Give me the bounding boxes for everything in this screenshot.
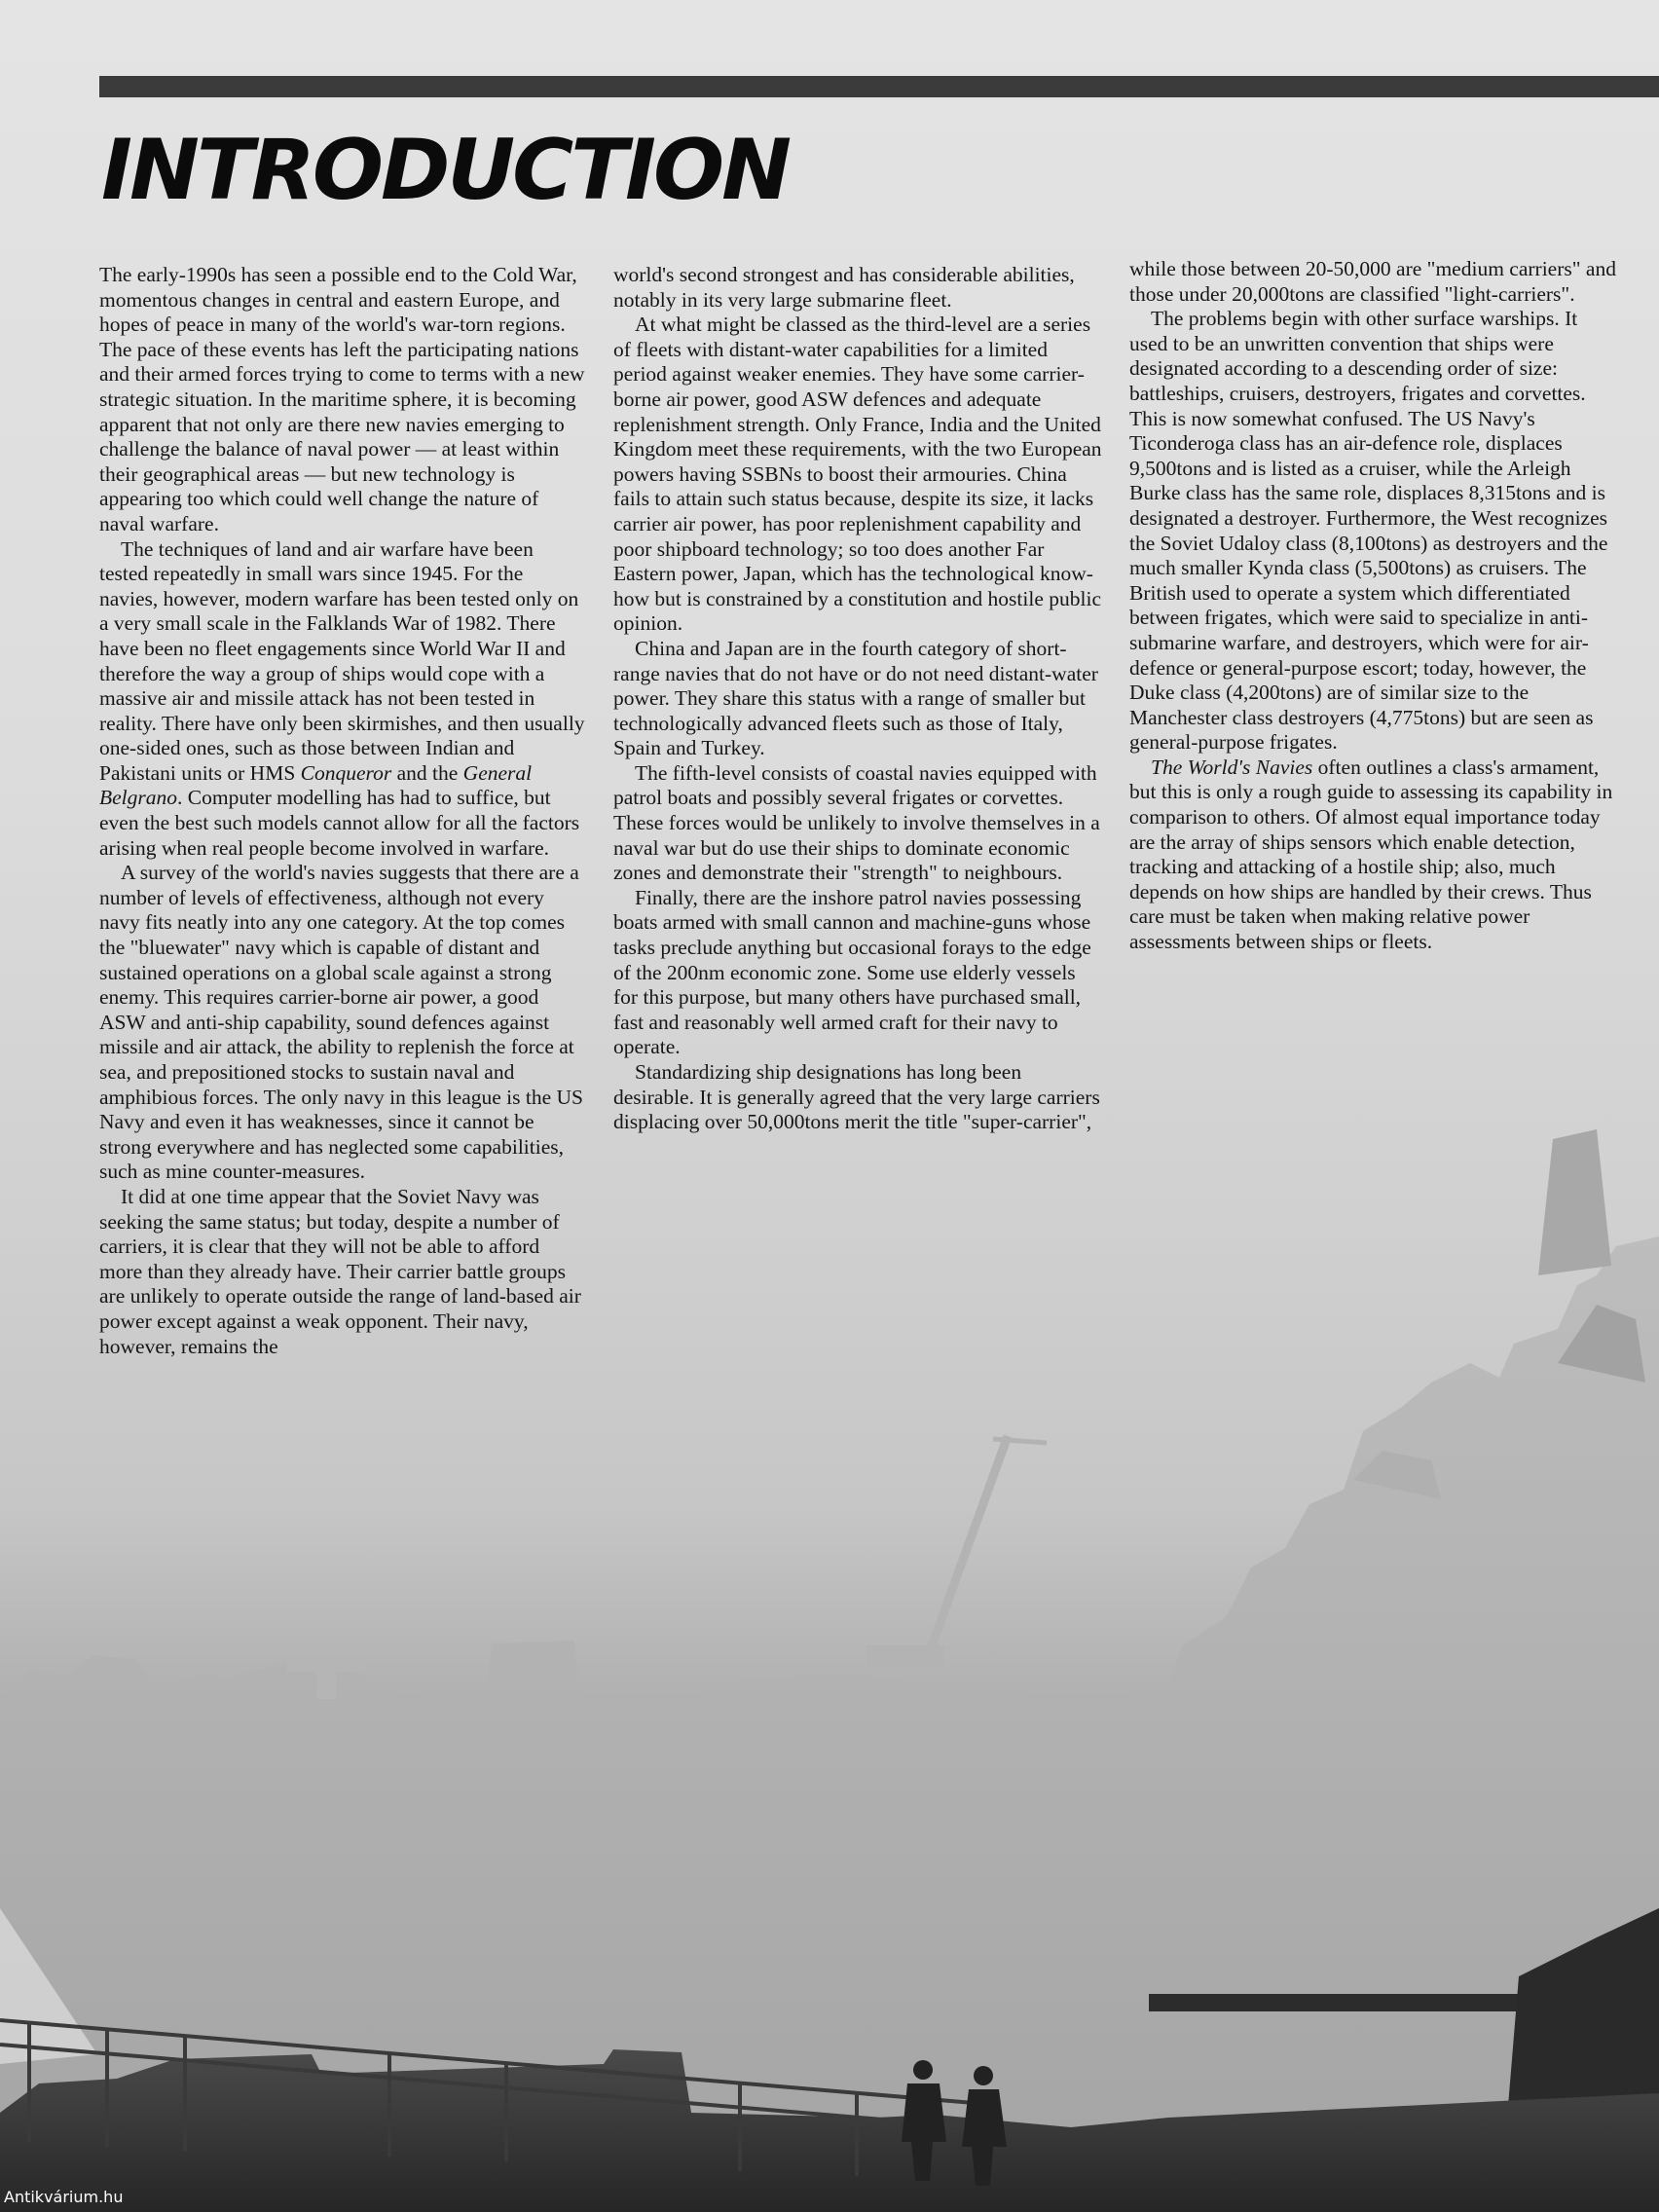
body-paragraph — [1129, 257, 1616, 307]
paragraph-text: China and Japan are in the fourth category of short-range navies that do not have or do not need distant-water power. They share this status with a range of smaller but technologically advanced fleets such as those of Italy, Spain and Turkey. — [613, 636, 1098, 760]
body-paragraph — [1129, 756, 1616, 955]
page-title: INTRODUCTION — [101, 122, 790, 219]
paragraph-text: The early-1990s has seen a possible end to the Cold War, momentous changes in central and eastern Europe, and hopes of peace in many of the world's war-torn regions. The pace of these events has left the participating nations and their armed forces trying to come to terms with a new strategic situation. In the maritime sphere, it is becoming apparent that not only are there new navies emerging to challenge the balance of naval power — at least within their geographical areas — but new technology is appearing too which could well change the nature of naval warfare. — [99, 263, 585, 535]
text-column-1 — [99, 263, 586, 1359]
italic-title-text: The World's Navies — [1151, 755, 1313, 779]
paragraph-text: Finally, there are the inshore patrol navies possessing boats armed with small cannon and machine-guns whose tasks preclude anything but occasional forays to the edge of the 200nm economic zone. Some use elderly vessels for this purpose, but many others have purchased small, fast and reasonably well armed craft for their navy to operate. — [613, 885, 1091, 1059]
paragraph-text: and the — [391, 760, 463, 785]
paragraph-text: often outlines a class's armament, but this is only a rough guide to assessing its capability in comparison to others. Of almost equal importance today are the array of ships sensors which enable detection, tracking and attacking of a hostile ship; also, much depends on how ships are handled by their crews. Thus care must be taken when making relative power assessments between ships or fleets. — [1129, 755, 1613, 954]
body-paragraph — [613, 637, 1105, 761]
paragraph-text: The fifth-level consists of coastal navies equipped with patrol boats and possibly several frigates or corvettes. These forces would be unlikely to involve themselves in a naval war but do use their ships to dominate economic zones and demonstrate their "strength" to neighbours. — [613, 760, 1100, 885]
body-paragraph — [613, 761, 1105, 886]
italic-title-text: General Belgrano — [99, 760, 533, 810]
paragraph-text: At what might be classed as the third-level are a series of fleets with distant-water capabilities for a limited period against weaker enemies. They have some carrier-borne air power, good ASW defences and adequate replenishment strength. Only France, India and the United Kingdom meet these requirements, with the two European powers having SSBNs to boost their armouries. China fails to attain such status because, despite its size, it lacks carrier air power, has poor replenishment capability and poor shipboard technology; so too does another Far Eastern power, Japan, which has the technological know-how but is constrained by a constitution and hostile public opinion. — [613, 313, 1102, 636]
body-paragraph — [99, 861, 586, 1185]
body-paragraph — [99, 537, 586, 862]
paragraph-text: It did at one time appear that the Soviet Navy was seeking the same status; but today, despite a number of carriers, it is clear that they will not be able to afford more than they already have. Their carrier battle groups are unlikely to operate outside the range of land-based air power except against a weak opponent. Their navy, however, remains the — [99, 1184, 581, 1358]
body-paragraph — [99, 1185, 586, 1359]
paragraph-text: The problems begin with other surface warships. It used to be an unwritten convention that ships were designated according to a descending order of size: battleships, cruisers, destroyers, frigates and corvettes. This is now somewhat confused. The US Navy's Ticonderoga class has an air-defence role, displaces 9,500tons and is listed as a cruiser, while the Arleigh Burke class has the same role, displaces 8,315tons and is designated a destroyer. Furthermore, the West recognizes the Soviet Udaloy class (8,100tons) as destroyers and the much smaller Kynda class (5,500tons) as cruisers. The British used to operate a system which differentiated between frigates, which were said to specialize in anti-submarine warfare, and destroyers, which were for air-defence or general-purpose escort; today, however, the Duke class (4,200tons) are of similar size to the Manchester class destroyers (4,775tons) but are seen as general-purpose frigates. — [1129, 307, 1608, 755]
body-paragraph — [613, 1060, 1105, 1135]
body-paragraph — [1129, 307, 1616, 756]
paragraph-text: A survey of the world's navies suggests that there are a number of levels of effectiveness, although not every navy fits neatly into any one category. At the top comes the "bluewater" navy which is capable of distant and sustained operations on a global scale against a strong enemy. This requires carrier-borne air power, a good ASW and anti-ship capability, sound defences against missile and air attack, the ability to replenish the force at sea, and prepositioned stocks to sustain naval and amphibious forces. The only navy in this league is the US Navy and even it has weaknesses, since it cannot be strong everywhere and has neglected some capabilities, such as mine counter-measures. — [99, 861, 584, 1184]
paragraph-text: while those between 20-50,000 are "medium carriers" and those under 20,000tons are classified "light-carriers". — [1129, 257, 1616, 306]
paragraph-text: The techniques of land and air warfare have been tested repeatedly in small wars since 1945. For the navies, however, modern warfare has been tested only on a very small scale in the Falklands War of 1982. There have been no fleet engagements since World War II and therefore the way a group of ships would cope with a massive air and missile attack has not been tested in reality. There have only been skirmishes, and then usually one-sided ones, such as those between Indian and Pakistani units or HMS — [99, 536, 585, 785]
body-paragraph — [613, 263, 1105, 313]
paragraph-text: . Computer modelling has had to suffice, but even the best such models cannot allow for all the factors arising when real people become involved in warfare. — [99, 786, 580, 860]
text-column-2 — [613, 263, 1105, 1135]
watermark-text: Antikvárium.hu — [4, 2188, 124, 2206]
italic-title-text: Conqueror — [300, 760, 392, 785]
body-paragraph — [99, 263, 586, 537]
body-paragraph — [613, 886, 1105, 1060]
paragraph-text: Standardizing ship designations has long been desirable. It is generally agreed that the very large carriers displacing over 50,000tons merit the title "super-carrier", — [613, 1060, 1100, 1134]
text-column-3 — [1129, 257, 1616, 955]
body-paragraph — [613, 313, 1105, 637]
paragraph-text: world's second strongest and has considerable abilities, notably in its very large submarine fleet. — [613, 263, 1075, 312]
top-rule — [99, 76, 1659, 97]
